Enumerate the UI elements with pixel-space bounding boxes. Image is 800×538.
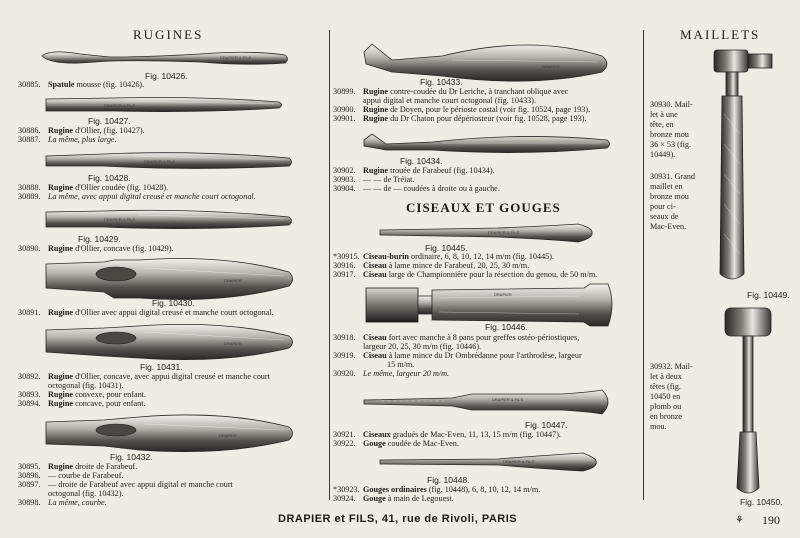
- catalog-entry: 30893. Rugine convexe, pour enfant.: [18, 390, 147, 399]
- mallet-double-head-illustration: [723, 306, 775, 496]
- catalog-entry-continued: largeur 20, 25, 30 m/m (fig. 10446).: [363, 342, 482, 351]
- catalog-entry: 30924. Gouge à main de Legouest.: [333, 494, 454, 503]
- section-title-maillets: MAILLETS: [680, 27, 761, 42]
- catalog-entry: 30890. Rugine d'Ollier, concave (fig. 10429).: [18, 244, 174, 253]
- catalog-entry-30931: 30931. Grand maillet en bronze mou pour ci- seaux de Mac-Even.: [650, 172, 696, 231]
- figure-caption: Fig. 10445.: [425, 243, 468, 253]
- rugine-illustration: [44, 150, 294, 172]
- figure-caption: Fig. 10432.: [110, 452, 153, 462]
- catalog-entry: *30915. Ciseau-burin ordinaire, 6, 8, 10, 12, 14 m/m (fig. 10445).: [333, 252, 555, 261]
- catalog-entry: 30920. Le même, largeur 20 m/m.: [333, 369, 450, 378]
- figure-caption: Fig. 10433.: [420, 77, 463, 87]
- catalog-entry: 30902. Rugine trouée de Farabeuf (fig. 10434).: [333, 166, 495, 175]
- catalog-entry-30930: 30930. Mail- let à une tête, en bronze mou 36 × 53 (fig. 10449).: [650, 100, 693, 159]
- section-title-ciseaux: CISEAUX ET GOUGES: [406, 200, 561, 215]
- rugine-handled-illustration: [44, 322, 294, 362]
- svg-text:DRAPIER: DRAPIER: [494, 292, 512, 297]
- chisel-graduated-illustration: [362, 386, 617, 418]
- publisher-footer: DRAPIER et FILS, 41, rue de Rivoli, PARIS: [278, 513, 518, 525]
- svg-text:DRAPIER & FILS: DRAPIER & FILS: [104, 103, 136, 108]
- svg-text:DRAPIER & FILS: DRAPIER & FILS: [104, 217, 136, 222]
- catalog-entry: 30917. Ciseau large de Championnière pour la résection du genou, de 50 m/m.: [333, 270, 598, 279]
- chisel-burin-illustration: [378, 222, 598, 244]
- catalog-entry: 30892. Rugine d'Ollier, concave, avec appui digital creusé et manche court: [18, 372, 270, 381]
- catalog-entry: 30922. Gouge coudée de Mac-Even.: [333, 439, 459, 448]
- catalog-entry: 30898. La même, courbe.: [18, 498, 107, 507]
- catalog-entry: 30896. — courbe de Farabeuf.: [18, 471, 124, 480]
- catalog-entry: 30891. Rugine d'Ollier avec appui digital creusé et manche court octogonal.: [18, 308, 274, 317]
- column-divider-left: [329, 30, 330, 500]
- figure-caption: Fig. 10434.: [400, 156, 443, 166]
- column-divider-right: [643, 30, 644, 500]
- svg-text:DRAPIER & FILS: DRAPIER & FILS: [503, 459, 535, 464]
- catalog-entry: 30921. Ciseaux gradués de Mac-Even, 11, 13, 15 m/m (fig. 10447).: [333, 430, 561, 439]
- catalog-entry: 30895. Rugine droite de Farabeuf.: [18, 462, 138, 471]
- svg-text:DRAPIER & FILS: DRAPIER & FILS: [488, 230, 520, 235]
- svg-text:DRAPIER & FILS: DRAPIER & FILS: [492, 397, 524, 402]
- catalog-entry: 30901. Rugine du Dr Chaton pour dépériosteur (voir fig. 10528, page 193).: [333, 114, 587, 123]
- ornament-icon: ⚘: [735, 515, 744, 526]
- figure-caption: Fig. 10450.: [740, 497, 783, 507]
- rugine-leriche-illustration: [362, 34, 612, 84]
- catalog-entry: 30885. Spatule mousse (fig. 10426).: [18, 80, 145, 89]
- catalog-entry: 30903. — — de Tréiat.: [333, 175, 415, 184]
- rugine-handled-illustration: [44, 256, 294, 302]
- catalog-entry: 30904. — — de — coudées à droite ou à gauche.: [333, 184, 500, 193]
- catalog-entry: 30888. Rugine d'Ollier coudée (fig. 10428).: [18, 183, 169, 192]
- figure-caption: Fig. 10427.: [88, 116, 131, 126]
- catalog-entry: 30897. — droite de Farabeuf avec appui digital et manche court: [18, 480, 233, 489]
- svg-text:DRAPIER & FILS: DRAPIER & FILS: [144, 159, 176, 164]
- catalog-entry: 30900. Rugine de Doyen, pour le périoste costal (voir fig. 10524, page 193).: [333, 105, 591, 114]
- svg-text:DRAPIER: DRAPIER: [224, 341, 242, 346]
- page-number: 190: [762, 513, 780, 527]
- catalog-entry: 30886. Rugine d'Ollier, (fig. 10427).: [18, 126, 145, 135]
- catalog-entry: 30889. La même, avec appui digital creusé et manche court octogonal.: [18, 192, 256, 201]
- figure-caption: Fig. 10426.: [145, 71, 188, 81]
- rugine-illustration: [44, 96, 284, 114]
- figure-caption: Fig. 10428.: [88, 173, 131, 183]
- catalog-entry-continued: octogonal (fig. 10432).: [48, 489, 124, 498]
- catalog-entry: 30918. Ciseau fort avec manche à 8 pans pour greffes ostéo-périostiques,: [333, 333, 580, 342]
- figure-caption: Fig. 10446.: [485, 322, 528, 332]
- catalog-entry: 30919. Ciseau à lame mince du Dr Ombrédanne pour l'arthrodèse, largeur: [333, 351, 582, 360]
- figure-caption: Fig. 10430.: [152, 298, 195, 308]
- svg-text:DRAPIER: DRAPIER: [542, 64, 560, 69]
- catalog-entry-continued: octogonal (fig. 10431).: [48, 381, 124, 390]
- catalog-entry: 30899. Rugine contre-coudée du Dr Leriche, à tranchant oblique avec: [333, 87, 569, 96]
- svg-text:DRAPIER: DRAPIER: [224, 278, 242, 283]
- catalog-entry: *30923. Gouges ordinaires (fig. 10448), 6, 8, 10, 12, 14 m/m.: [333, 485, 541, 494]
- mallet-single-head-illustration: [712, 44, 776, 289]
- section-title-rugines: RUGINES: [133, 27, 204, 42]
- catalog-entry-continued: appui digital et manche court octogonal (fig. 10433).: [363, 96, 537, 105]
- gouge-illustration: [378, 451, 603, 473]
- rugine-illustration: [44, 208, 294, 232]
- catalog-entry-continued: 15 m/m.: [387, 360, 415, 369]
- figure-caption: Fig. 10447.: [525, 420, 568, 430]
- svg-text:DRAPIER: DRAPIER: [219, 433, 237, 438]
- figure-caption: Fig. 10431.: [140, 362, 183, 372]
- figure-caption: Fig. 10448.: [427, 475, 470, 485]
- catalog-entry-30932: 30932. Mail- let à deux têtes (fig. 10450 en plomb ou en bronze mou.: [650, 362, 693, 431]
- rugine-farabeuf-illustration: [44, 412, 294, 454]
- figure-caption: Fig. 10449.: [747, 290, 790, 300]
- figure-caption: Fig. 10429.: [78, 234, 121, 244]
- catalog-entry: 30894. Rugine concave, pour enfant.: [18, 399, 146, 408]
- catalog-entry: 30916. Ciseau à lame mince de Farabeuf, 20, 25, 30 m/m.: [333, 261, 530, 270]
- drapier-mark: DRAPIER & FILS: [220, 55, 252, 60]
- catalog-entry: 30887. La même, plus large.: [18, 135, 117, 144]
- spatula-illustration: [40, 48, 290, 70]
